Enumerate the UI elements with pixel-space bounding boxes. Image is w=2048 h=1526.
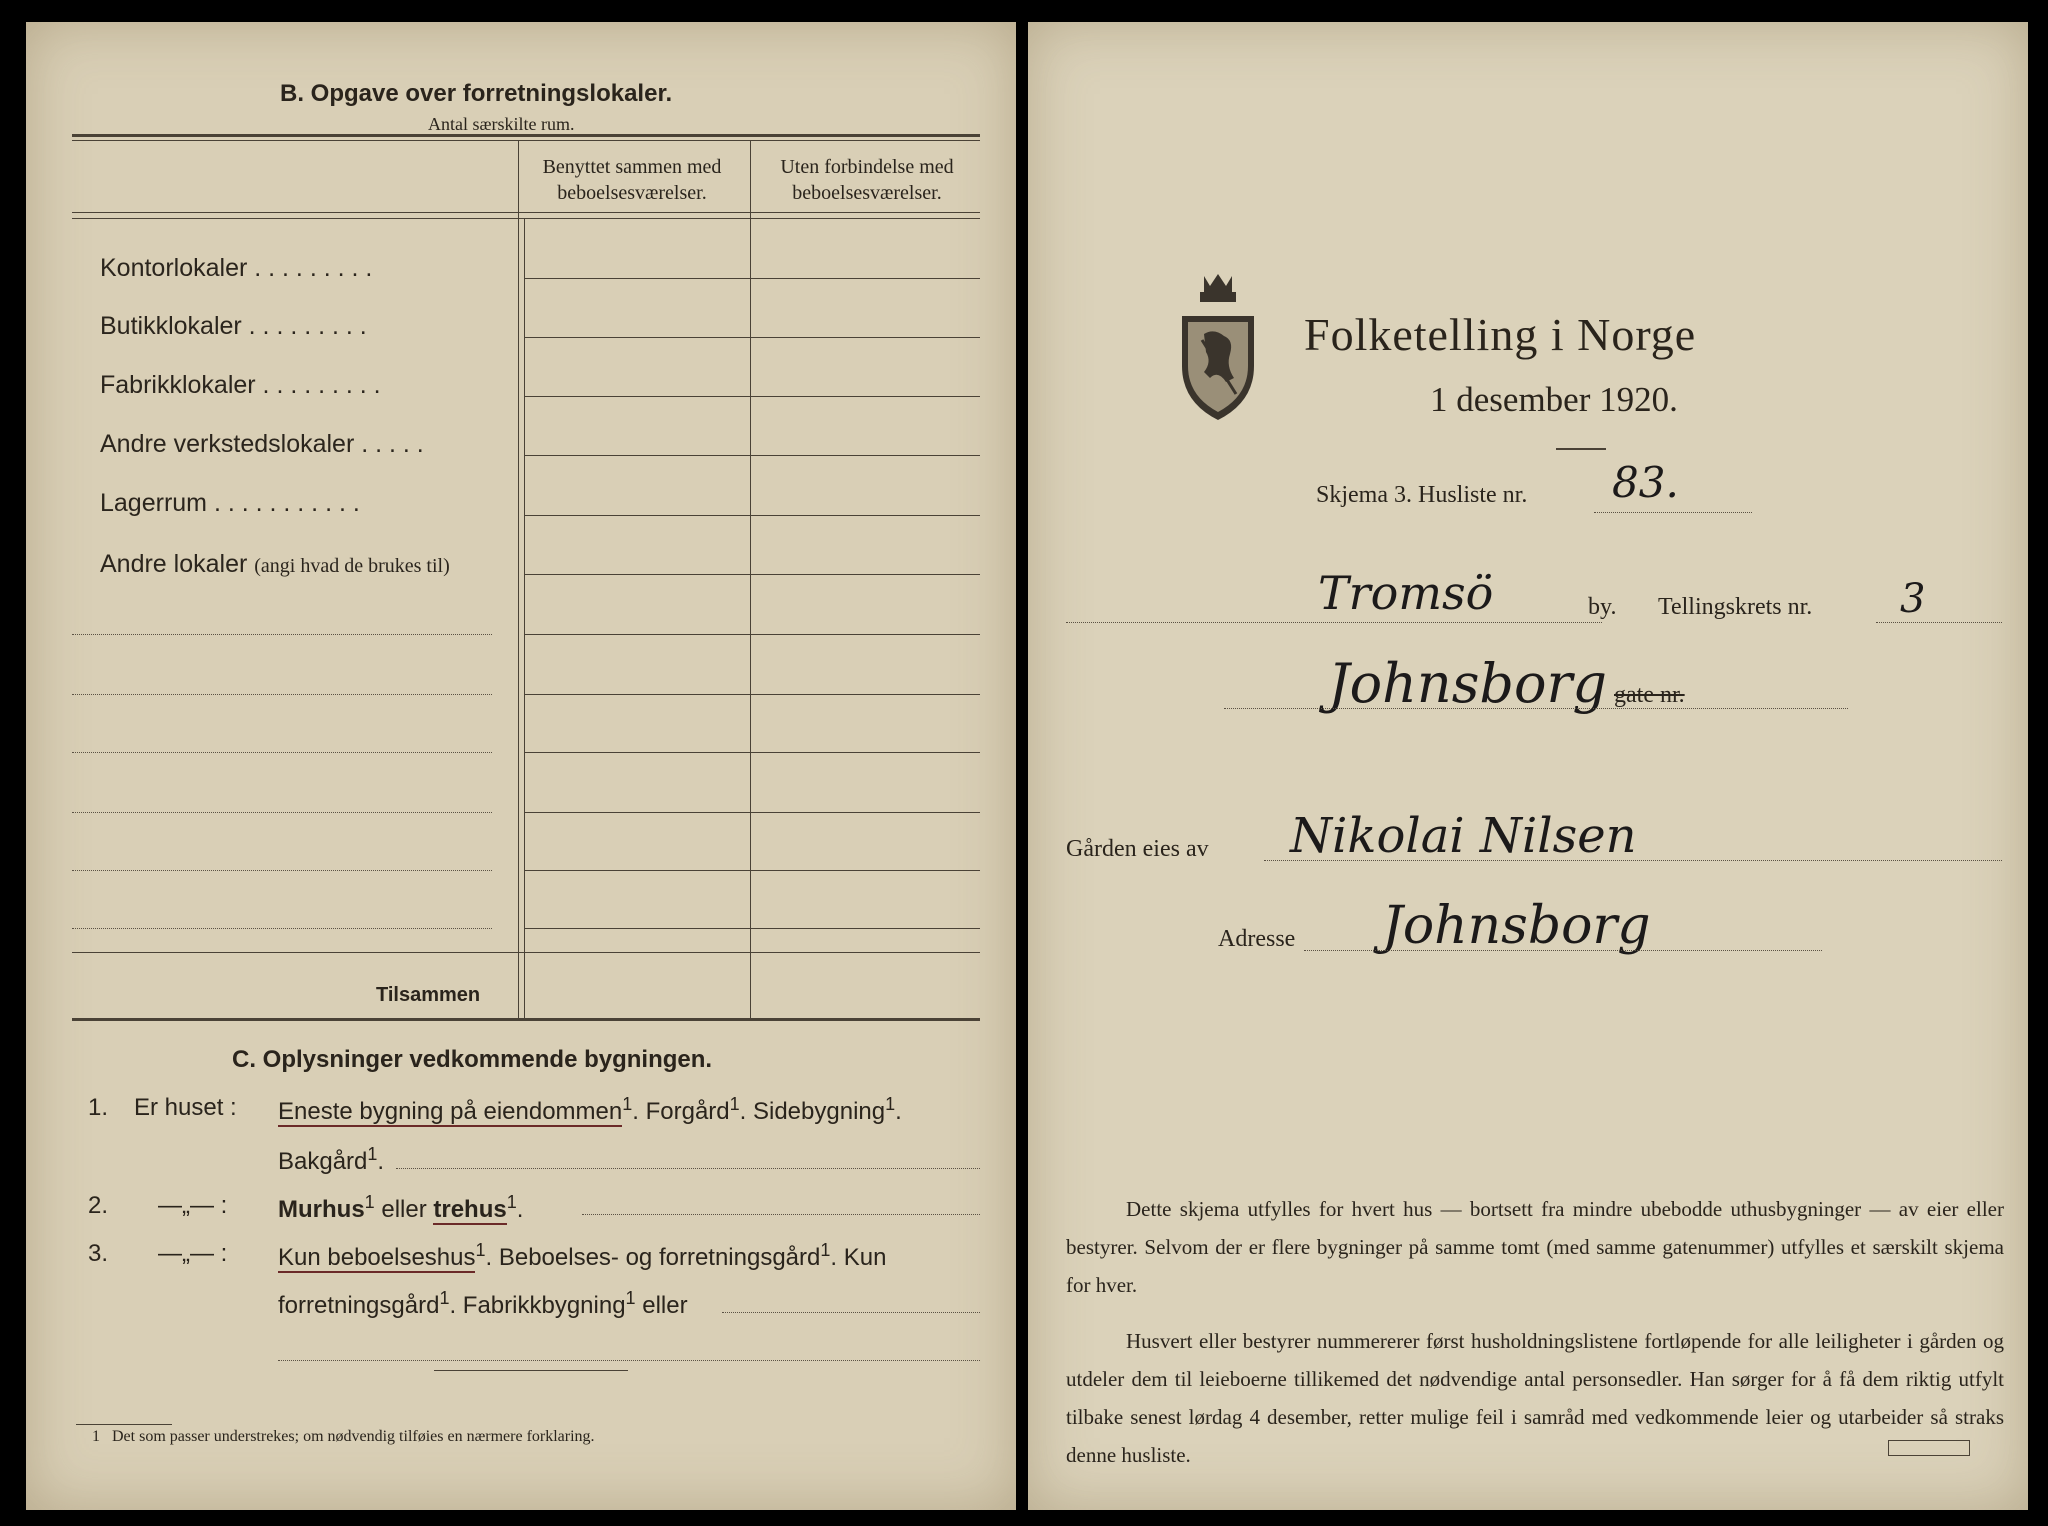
row-andre-lokaler: Andre lokaler (angi hvad de brukes til) xyxy=(100,550,450,578)
item3-label: —„— : xyxy=(158,1240,228,1267)
col2-header: Uten forbindelse med beboelsesværelser. xyxy=(780,156,954,204)
street-value: Johnsborg xyxy=(1328,652,1607,715)
street-line xyxy=(1224,708,1848,709)
row-rule-6 xyxy=(524,574,980,575)
total-top-rule xyxy=(72,952,980,953)
item3-num: 3. xyxy=(88,1240,109,1267)
item3-line2: forretningsgård$^1$. Fabrikkbygning$^1$ eller xyxy=(278,1288,688,1319)
blank-line-6 xyxy=(72,928,492,929)
address-line xyxy=(1304,950,1822,951)
item1-opt1: Eneste bygning på eiendommen xyxy=(278,1098,623,1125)
row-rule-3 xyxy=(524,396,980,397)
row-butikklokaler: Butikklokaler . . . . . . . . . xyxy=(100,312,367,340)
blank-line-3 xyxy=(72,752,492,753)
tellingskrets-label: Tellingskrets nr. xyxy=(1658,594,1813,620)
row-rule-1 xyxy=(524,278,980,279)
row-lagerrum: Lagerrum . . . . . . . . . . . xyxy=(100,489,360,517)
city-line xyxy=(1066,622,1602,623)
address-label: Adresse xyxy=(1218,926,1296,952)
footnote-rule xyxy=(76,1424,172,1425)
owner-line xyxy=(1264,860,2002,861)
row-rule-7 xyxy=(524,634,980,635)
col-divider-1b xyxy=(524,218,525,1018)
printer-mark xyxy=(1888,1440,1970,1456)
section-b-subtitle: Antal særskilte rum. xyxy=(428,114,575,134)
gate-nr-label: gate nr. xyxy=(1614,682,1685,708)
section-c-title: C. Oplysninger vedkommende bygningen. xyxy=(232,1046,713,1073)
row-rule-11 xyxy=(524,870,980,871)
row-rule-2 xyxy=(524,337,980,338)
blank-line-1 xyxy=(72,634,492,635)
table-bottom-rule xyxy=(72,1018,980,1021)
item3-opt1: Kun beboelseshus xyxy=(278,1244,476,1271)
city-value: Tromsö xyxy=(1318,566,1494,620)
item2-fill-line xyxy=(582,1214,980,1215)
item2-label: —„— : xyxy=(158,1192,228,1219)
header-bottom-rule-thin xyxy=(72,218,980,219)
husliste-nr-value: 83. xyxy=(1612,458,1679,507)
row-rule-9 xyxy=(524,752,980,753)
tellingskrets-line xyxy=(1876,622,2002,623)
norwegian-coat-of-arms-icon xyxy=(1176,270,1260,424)
husliste-nr-line xyxy=(1594,512,1752,513)
by-label: by. xyxy=(1588,594,1617,620)
header-bottom-rule xyxy=(72,212,980,213)
item1-label: Er huset : xyxy=(134,1094,237,1121)
item2-options: Murhus$^1$ eller trehus$^1$. xyxy=(278,1192,524,1223)
right-page xyxy=(1028,22,2028,1510)
row-rule-12 xyxy=(524,928,980,929)
item2-num: 2. xyxy=(88,1192,109,1219)
row-rule-8 xyxy=(524,694,980,695)
footnote: 1 Det som passer understrekes; om nødvendig tilføies en nærmere forklaring. xyxy=(92,1428,595,1445)
col-divider-1 xyxy=(518,140,519,1018)
row-andre-verksteds: Andre verkstedslokaler . . . . . xyxy=(100,430,424,458)
row-rule-5 xyxy=(524,515,980,516)
census-date: 1 desember 1920. xyxy=(1430,380,1678,419)
item1-options: Eneste bygning på eiendommen$^1$. Forgård$^1$. Sidebygning$^1$. xyxy=(278,1094,902,1125)
blank-line-5 xyxy=(72,870,492,871)
instructions-paragraph-1: Dette skjema utfylles for hvert hus — bortsett fra mindre ubebodde uthusbygninger — av eier eller bestyrer. Selvom der er flere bygninger på samme tomt (med samme gatenummer) utfylles et særskilt skjema for hver. xyxy=(1066,1197,2004,1297)
tellingskrets-value: 3 xyxy=(1900,576,1926,622)
skjema-label: Skjema 3. Husliste nr. xyxy=(1316,482,1528,508)
instructions-paragraph-2: Husvert eller bestyrer nummererer først husholdningslistene fortløpende for alle leiligheter i gården og utdeler dem til leieboerne tillikemed det nødvendige antal personsedler. Han sørger for å få dem riktig utfylt tilbake senest lørdag 4 desember, retter mulige feil i samråd med vedkommende leier og utarbeider så straks denne husliste. xyxy=(1066,1329,2004,1467)
item3-options: Kun beboelseshus$^1$. Beboelses- og forretningsgård$^1$. Kun xyxy=(278,1240,887,1271)
owner-label: Gården eies av xyxy=(1066,836,1209,862)
address-value: Johnsborg xyxy=(1382,896,1651,956)
item1-num: 1. xyxy=(88,1094,109,1121)
blank-line-2 xyxy=(72,694,492,695)
item1-fill-line xyxy=(396,1168,980,1169)
col-divider-2 xyxy=(750,140,751,1018)
table-top-rule-thin xyxy=(72,140,980,141)
row-kontorlokaler: Kontorlokaler . . . . . . . . . xyxy=(100,254,373,282)
row-fabrikklokaler: Fabrikklokaler . . . . . . . . . xyxy=(100,371,381,399)
blank-line-4 xyxy=(72,812,492,813)
left-page xyxy=(26,22,1016,1510)
owner-value: Nikolai Nilsen xyxy=(1290,808,1637,864)
col1-header: Benyttet sammen med beboelsesværelser. xyxy=(542,156,722,204)
table-top-rule xyxy=(72,134,980,137)
item2-opt2: trehus xyxy=(433,1196,507,1223)
item3-fill-line-2 xyxy=(278,1360,980,1361)
row-rule-10 xyxy=(524,812,980,813)
total-label: Tilsammen xyxy=(376,984,481,1006)
date-rule xyxy=(1556,448,1606,450)
row-rule-4 xyxy=(524,455,980,456)
item3-fill-line xyxy=(722,1312,980,1313)
document-title: Folketelling i Norge xyxy=(1304,309,1697,360)
section-b-title: B. Opgave over forretningslokaler. xyxy=(280,80,673,107)
item1-line2: Bakgård$^1$. xyxy=(278,1144,385,1175)
closing-rule xyxy=(434,1370,628,1371)
